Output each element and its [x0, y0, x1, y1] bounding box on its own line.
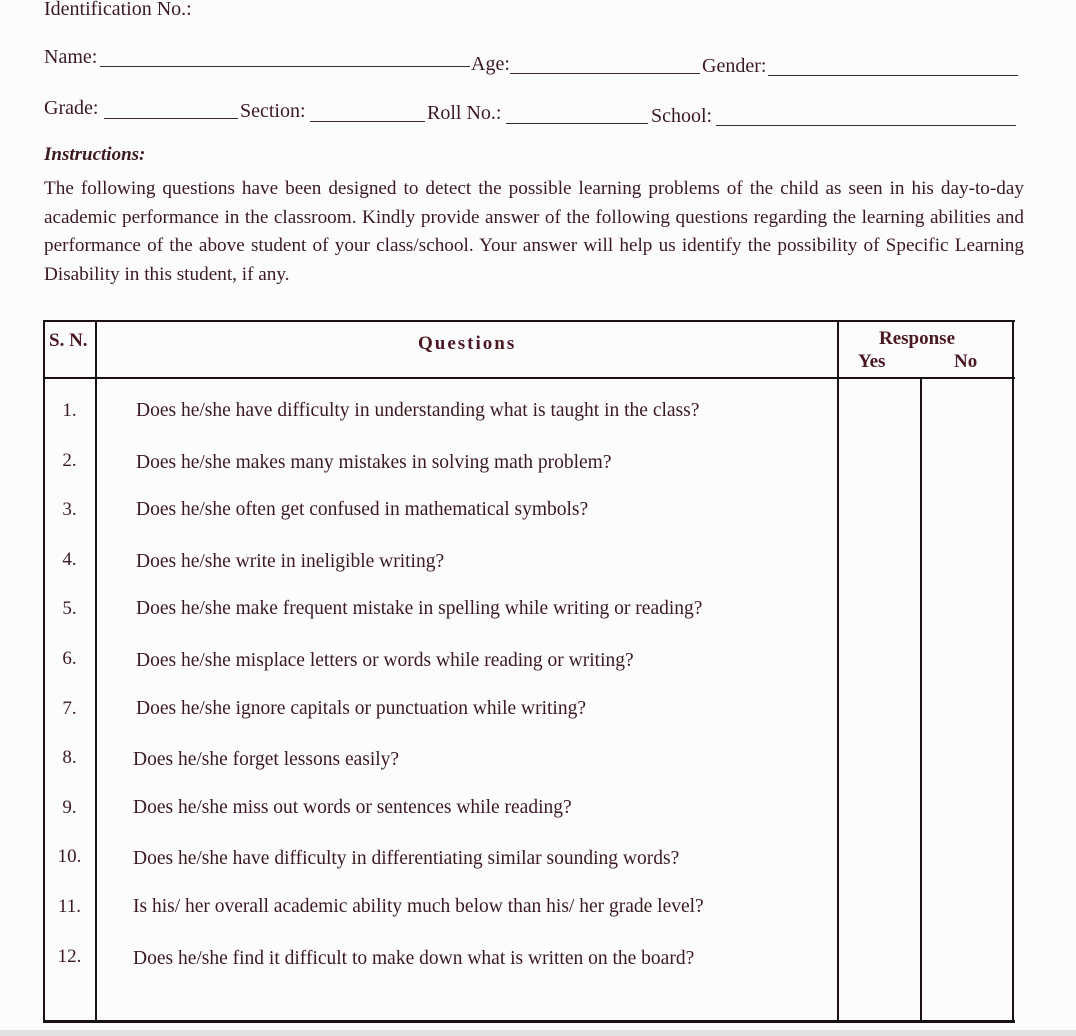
response-no-cell[interactable] [923, 737, 1011, 781]
row-question: Does he/she makes many mistakes in solving math problem? [136, 452, 612, 473]
school-field[interactable] [716, 125, 1016, 126]
row-serial-number: 2. [62, 450, 77, 471]
page-bottom-edge [0, 1030, 1076, 1036]
response-no-cell[interactable] [923, 638, 1011, 682]
instructions-title: Instructions: [44, 144, 146, 165]
response-no-cell[interactable] [923, 588, 1011, 632]
row-serial-number: 12. [57, 946, 82, 967]
age-field[interactable] [510, 73, 700, 74]
response-no-cell[interactable] [923, 489, 1011, 533]
questions-column-divider [837, 320, 839, 1023]
section-label: Section: [240, 100, 306, 122]
identification-label: Identification No.: [44, 0, 192, 20]
header-no: No [954, 351, 978, 372]
roll-no-field[interactable] [506, 123, 648, 124]
row-serial-number: 10. [57, 846, 82, 867]
response-yes-cell[interactable] [840, 390, 919, 434]
row-question: Does he/she misplace letters or words while reading or writing? [136, 650, 634, 671]
row-serial-number: 6. [62, 648, 77, 669]
row-serial-number: 9. [62, 797, 77, 818]
response-yes-cell[interactable] [840, 489, 919, 533]
table-bottom-border [43, 1020, 1015, 1023]
response-yes-cell[interactable] [840, 539, 919, 583]
row-question: Does he/she find it difficult to make down what is written on the board? [133, 948, 695, 969]
roll-no-label: Roll No.: [427, 102, 502, 124]
response-no-cell[interactable] [923, 539, 1011, 583]
response-yes-cell[interactable] [840, 440, 919, 484]
response-no-cell[interactable] [923, 390, 1011, 434]
row-question: Is his/ her overall academic ability much below than his/ her grade level? [133, 896, 704, 917]
response-yes-cell[interactable] [840, 688, 919, 732]
response-no-cell[interactable] [923, 886, 1011, 930]
row-serial-number: 7. [62, 698, 77, 719]
response-no-cell[interactable] [923, 688, 1011, 732]
response-yes-cell[interactable] [840, 737, 919, 781]
questions-table [43, 320, 1015, 1024]
header-questions: Questions [418, 333, 517, 354]
gender-label: Gender: [702, 55, 767, 77]
instructions-body: The following questions have been designed to detect the possible learning problems of the child as seen in his day-to-day academic performance in the classroom. Kindly provide answer of the following questions regarding the learning abilities and performance of the above student of your class/school. Your answer will help us identify the possibility of Specific Learning Disability in this student, if any. [44, 178, 1024, 285]
response-yes-cell[interactable] [840, 936, 919, 980]
row-question: Does he/she miss out words or sentences while reading? [133, 797, 572, 818]
row-question: Does he/she forget lessons easily? [133, 749, 400, 770]
row-serial-number: 11. [57, 896, 82, 917]
row-question: Does he/she ignore capitals or punctuation while writing? [136, 698, 587, 719]
response-no-cell[interactable] [923, 440, 1011, 484]
age-label: Age: [471, 53, 510, 75]
response-yes-cell[interactable] [840, 836, 919, 880]
header-bottom-border [43, 377, 1015, 379]
row-serial-number: 8. [62, 747, 77, 768]
response-yes-cell[interactable] [840, 638, 919, 682]
grade-label: Grade: [44, 97, 99, 119]
row-question: Does he/she have difficulty in understanding what is taught in the class? [136, 400, 700, 421]
row-question: Does he/she write in ineligible writing? [136, 551, 445, 572]
row-serial-number: 3. [62, 499, 77, 520]
row-question: Does he/she have difficulty in differentiating similar sounding words? [133, 848, 680, 869]
response-no-cell[interactable] [923, 936, 1011, 980]
response-no-cell[interactable] [923, 787, 1011, 831]
response-no-cell[interactable] [923, 836, 1011, 880]
yes-no-divider [920, 378, 922, 1023]
row-question: Does he/she often get confused in mathematical symbols? [136, 499, 589, 520]
section-field[interactable] [310, 121, 425, 122]
response-yes-cell[interactable] [840, 886, 919, 930]
school-label: School: [651, 105, 713, 127]
response-yes-cell[interactable] [840, 588, 919, 632]
name-field[interactable] [100, 66, 470, 67]
row-question: Does he/she make frequent mistake in spelling while writing or reading? [136, 598, 703, 619]
header-sn: S. N. [49, 330, 88, 351]
row-serial-number: 4. [62, 549, 77, 570]
header-response: Response [879, 328, 956, 349]
row-serial-number: 1. [62, 400, 77, 421]
table-right-border [1012, 320, 1014, 1023]
grade-field[interactable] [104, 118, 238, 119]
response-yes-cell[interactable] [840, 787, 919, 831]
table-top-border [43, 320, 1015, 322]
row-serial-number: 5. [62, 598, 77, 619]
header-yes: Yes [858, 351, 886, 372]
name-label: Name: [44, 46, 98, 68]
gender-field[interactable] [768, 75, 1018, 76]
